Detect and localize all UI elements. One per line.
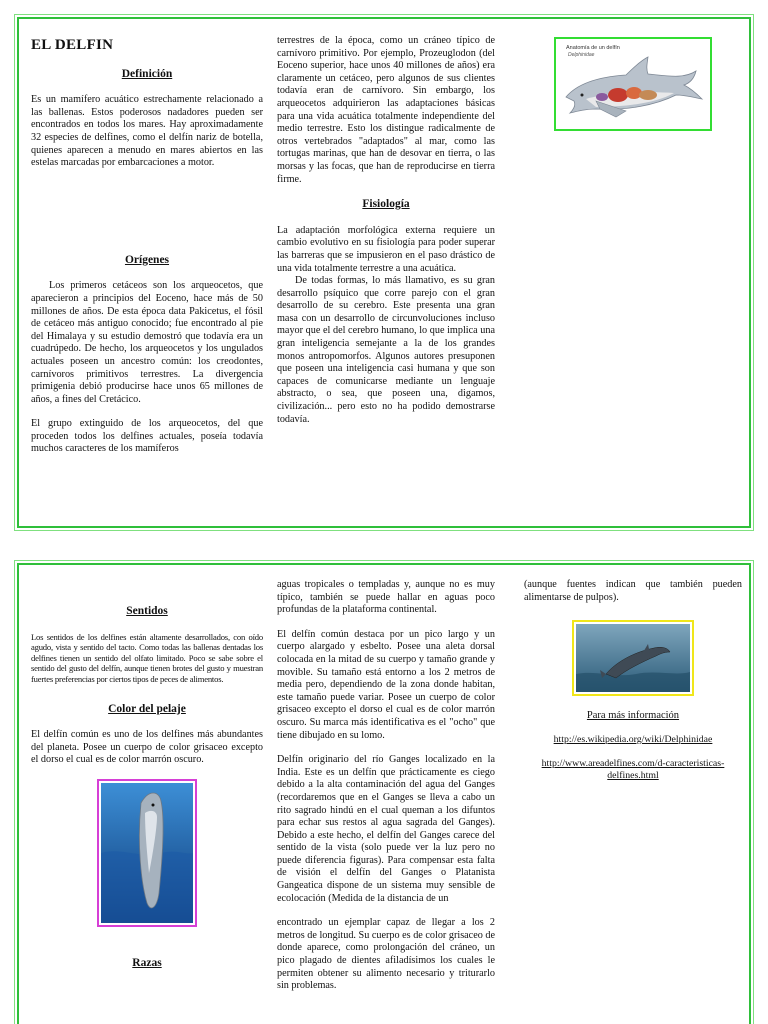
heading-definicion: Definición xyxy=(121,67,173,80)
dolphin-photo-frame xyxy=(97,779,197,927)
heading-fisiologia: Fisiología xyxy=(362,198,410,211)
text-origenes-continued: terrestres de la época, como un cráneo típico de carnívoro primitivo. Por ejemplo, Prozeuglodon (del Eoceno superior, hace unos 40 millones de años) era claramente un cetáceo, pero algunos de sus clientes todavía eran de carnívoro. Sin embargo, los arqueocetos adquirieron las adaptaciones básicas para una vida acuática totalmente independiente del medio terrestre. Esto los distingue radicalmente de otros vertebrados "adaptados" al mar, como las tortugas marinas, que han de desovar en tierra, o las morsas y las focas, que han de reproducirse en tierra firme. xyxy=(277,35,495,185)
more-info-heading: Para más información xyxy=(586,710,680,722)
text-habitat: aguas tropicales o templadas y, aunque no es muy típico, también se puede hallar en aguas poco profundas de la plataforma continental. xyxy=(277,579,495,616)
text-sentidos: Los sentidos de los delfines están altamente desarrollados, con oído agudo, vista y sentido del tacto. Como todas las ballenas dentadas los delfines tienen un sentido del olfato limitado. Poco se sabe sobre el sentido del gusto del delfín, aunque tienen brotes del gusto y muestran fuertes preferencias por ciertos tipos de peces de alimentos. xyxy=(31,631,263,684)
text-fisiologia-1: La adaptación morfológica externa requiere un cambio evolutivo en su fisiología para poder superar las barreras que se impusieron en el paso drástico de una vida totalmente terrestre a una acuática. xyxy=(277,224,495,274)
column-middle xyxy=(277,35,495,426)
link-areadelfines[interactable]: http://www.areadelfines.com/d-caracteristicas-delfines.html xyxy=(541,758,725,782)
anatomy-caption-subtitle: Delphinidae xyxy=(568,52,595,58)
text-ejemplar: encontrado un ejemplar capaz de llegar a los 2 metros de longitud. Su cuerpo es de color grisaceo de donde aparece, como prolongación del cráneo, un pico plagado de dientes afiladísimos los cuales le permiten obtener su alimento necesario y triturarlo sin problemas. xyxy=(277,917,495,992)
dolphin-jump-photo-frame xyxy=(572,620,694,696)
brochure-page-2 xyxy=(17,563,751,1024)
column-middle xyxy=(277,579,495,993)
text-definicion: Es un mamífero acuático estrechamente relacionado a las ballenas. Estos poderosos nadadores pueden ser encontrados en todos los mares. Hay aproximadamente 32 especies de delfines, como el delfín nariz de botella, quienes aparecen a menudo en mares abiertos en las estelas marcadas por embarcaciones a motor. xyxy=(31,94,263,169)
heading-origenes: Orígenes xyxy=(124,253,170,266)
dolphin-photo-icon xyxy=(101,783,193,923)
link-wikipedia[interactable]: http://es.wikipedia.org/wiki/Delphinidae xyxy=(553,734,713,746)
column-right xyxy=(524,579,742,782)
text-delfin-ganges: Delfín originario del río Ganges localizado en la India. Este es un delfín que prácticamente es ciego debido a la alta contaminación del agua del Ganges (recordaremos que en el Ganges se lleva a cabo un rito sagrado hindú en el cual queman a los difuntos para echar sus restos al agua sagrada del Ganges). Debido a este hecho, el delfín del Ganges carece del sentido de la vista (solo puede ver la luz pero no puede diferencia figuras). Para compensar esta falta de visión el delfín del Ganges o Platanista Gangeatica dispone de un sistema muy sensible de ecolocación (Medida de la distancia de un xyxy=(277,754,495,904)
heading-color-pelaje: Color del pelaje xyxy=(108,702,186,715)
heading-sentidos: Sentidos xyxy=(126,605,168,617)
brochure-page-1 xyxy=(17,17,751,528)
text-pulpos: (aunque fuentes indican que también pueden alimentarse de pulpos). xyxy=(524,579,742,603)
heading-razas: Razas xyxy=(132,956,162,969)
document-title: EL DELFIN xyxy=(31,37,114,53)
dolphin-anatomy-image xyxy=(554,37,712,131)
text-fisiologia-2: De todas formas, lo más llamativo, es su gran desarrollo psíquico que corre parejo con el gran desarrollo de su cerebro. Este presenta una gran masa con un desarrollo de circunvoluciones incluso mayor que el del cerebro humano, lo que implica una gran inteligencia semejante a la de los grandes monos antropomorfos. Algunos autores presuponen que poseen una inteligencia casi humana y que son capaces de comunicarse mediante un lenguaje abstracto, o sea, que poseen una, digamos, civilización... pero esto no ha podido demostrarse todavía. xyxy=(277,275,495,425)
column-left xyxy=(31,39,263,456)
anatomy-caption-title: Anatomía de un delfín xyxy=(566,45,620,51)
jumping-dolphin-icon xyxy=(576,624,690,692)
dolphin-anatomy-icon xyxy=(556,39,710,129)
text-origenes-1: Los primeros cetáceos son los arqueocetos, que aparecieron a principios del Eoceno, hace más de 50 millones de años. De esta época data Pakicetus, el fósil de cetáceo más antiguo conocido; fue encontrado al pie del Himalaya y su estudio demostró que todavía era un cuadrúpedo. De hecho, los arqueocetos y los ungulados actuales poseen un ancestro común: los creodontes, carnívoros primitivos terrestres. La divergencia primigenia debió producirse hace unos 65 millones de años, a fines del Cretácico. xyxy=(31,280,263,405)
text-delfin-comun: El delfín común destaca por un pico largo y un cuerpo alargado y esbelto. Posee una aleta dorsal colocada en la mitad de su cuerpo y tamaño grande y movible. Su tamaño está entorno a los 2 metros de media pero, dependiendo de la zona donde habitan, este tamaño puede variar. Posee un cuerpo de color grisaceo excepto el dorso el cual es de color marrón oscuro. Su marca más identificativa es el "ocho" que tiene dibujado en su lomo. xyxy=(277,628,495,741)
column-left xyxy=(31,605,263,970)
text-color-pelaje: El delfín común es uno de los delfines más abundantes del planeta. Posee un cuerpo de color grisaceo excepto el dorso el cual es de color marrón oscuro. xyxy=(31,729,263,766)
text-origenes-2: El grupo extinguido de los arqueocetos, del que proceden todos los delfines actuales, poseía todavía muchos caracteres de los mamíferos xyxy=(31,418,263,455)
